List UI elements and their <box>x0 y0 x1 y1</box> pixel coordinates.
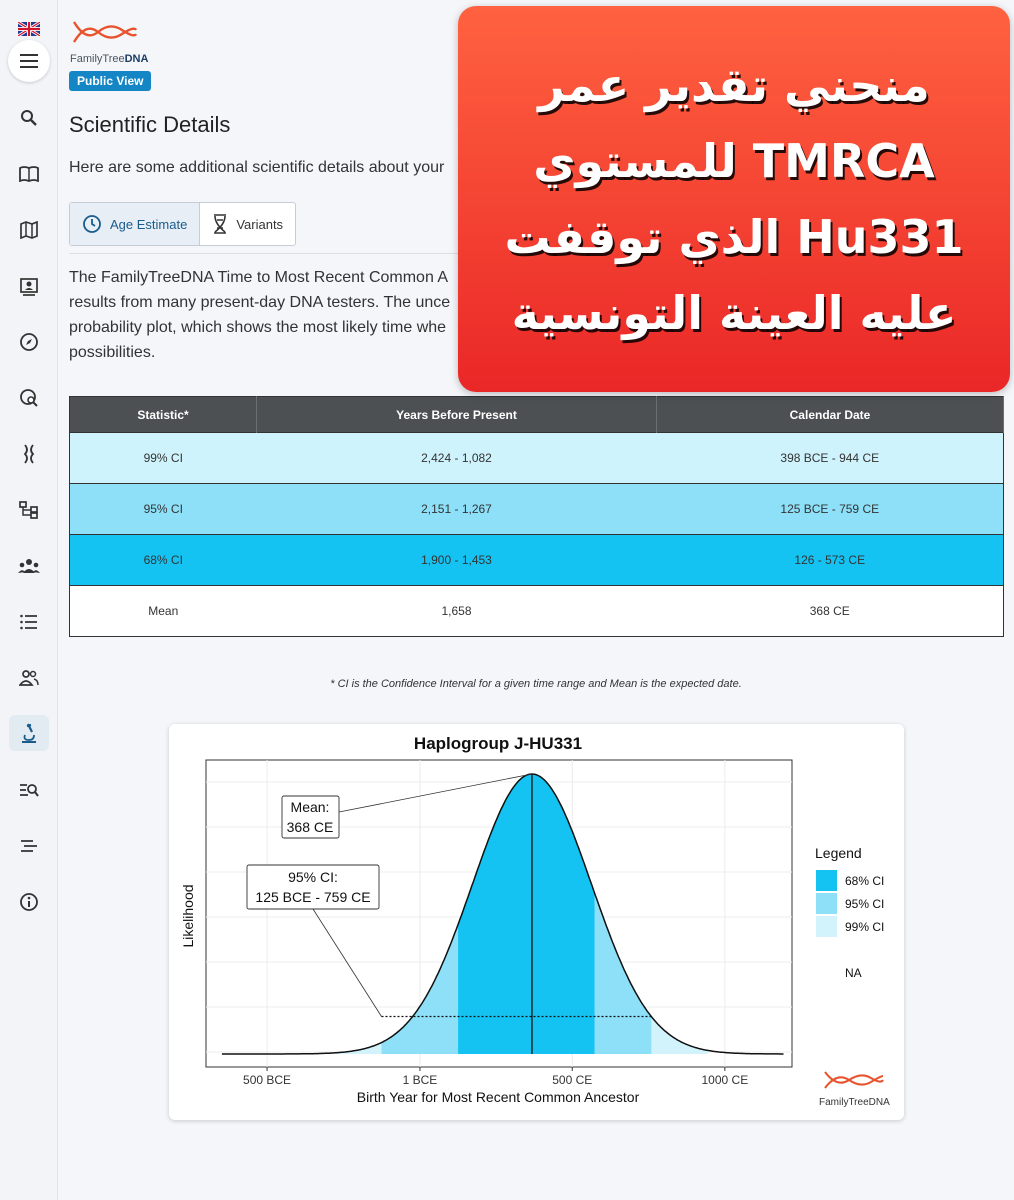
table-row <box>70 586 1004 637</box>
info-icon[interactable] <box>17 890 41 914</box>
table-cell: 1,900 - 1,453 <box>257 535 657 586</box>
compass-icon[interactable] <box>17 330 41 354</box>
brand-name: FamilyTreeDNA <box>70 53 149 65</box>
microscope-icon[interactable] <box>9 715 49 751</box>
banner-line: TMRCA للمستوي <box>533 134 935 188</box>
group-icon[interactable] <box>17 554 41 578</box>
sort-lines-icon[interactable] <box>17 834 41 858</box>
side-nav-rail <box>0 0 58 1200</box>
tree-icon[interactable] <box>17 498 41 522</box>
overlay-banner <box>458 6 1010 392</box>
x-axis-ticks <box>243 1067 748 1087</box>
search-icon[interactable] <box>17 106 41 130</box>
uk-flag-icon[interactable] <box>18 22 40 36</box>
x-tick-label: 1000 CE <box>701 1073 749 1087</box>
list-icon[interactable] <box>17 610 41 634</box>
tab-label: Age Estimate <box>110 216 188 232</box>
dna-logo-icon <box>70 18 138 46</box>
age-estimate-table <box>69 396 1004 637</box>
legend-swatch-95 <box>816 893 837 914</box>
banner-line: Hu331 الذي توقفت <box>504 210 964 264</box>
table-row <box>70 535 1004 586</box>
table-cell: 99% CI <box>70 433 257 484</box>
chart-watermark: FamilyTreeDNA <box>819 1097 890 1108</box>
tab-age-estimate[interactable] <box>70 203 200 245</box>
ci-annotation-value: 125 BCE - 759 CE <box>255 889 371 905</box>
x-tick-label: 500 BCE <box>243 1073 292 1087</box>
x-tick-label: 1 BCE <box>402 1073 438 1087</box>
table-cell: 2,424 - 1,082 <box>257 433 657 484</box>
legend-label: 95% CI <box>845 897 885 911</box>
age-chart-card <box>169 724 904 1120</box>
age-distribution-chart <box>169 724 904 1120</box>
clock-icon <box>82 214 102 234</box>
dna-icon <box>212 214 228 234</box>
legend-swatch-68 <box>816 870 837 891</box>
table-cell: 368 CE <box>657 586 1004 637</box>
table-cell: 125 BCE - 759 CE <box>657 484 1004 535</box>
description-line: results from many present-day DNA testers. The unce <box>69 294 451 311</box>
chart-title: Haplogroup J-HU331 <box>413 734 583 753</box>
table-cell: 1,658 <box>257 586 657 637</box>
column-header: Years Before Present <box>257 397 657 433</box>
description-line: possibilities. <box>69 344 156 361</box>
public-view-badge: Public View <box>69 71 151 91</box>
description-line: The FamilyTreeDNA Time to Most Recent Common A <box>69 269 449 286</box>
banner-line: عليه العينة التونسية <box>511 286 957 340</box>
mean-annotation <box>282 796 339 838</box>
tab-variants[interactable] <box>200 203 295 245</box>
ci-annotation-label: 95% CI: <box>288 869 338 885</box>
table-footnote: * CI is the Confidence Interval for a given time range and Mean is the expected date. <box>330 678 742 690</box>
legend-swatch-99 <box>816 916 837 937</box>
map-icon[interactable] <box>17 218 41 242</box>
page-title: Scientific Details <box>69 112 231 137</box>
table-cell: 68% CI <box>70 535 257 586</box>
intro-text: Here are some additional scientific details about your <box>69 159 445 176</box>
x-axis-label: Birth Year for Most Recent Common Ancestor <box>356 1089 640 1105</box>
column-header: Statistic* <box>70 397 257 433</box>
table-cell: 126 - 573 CE <box>657 535 1004 586</box>
x-tick-label: 500 CE <box>552 1073 593 1087</box>
mean-annotation-value: 368 CE <box>286 819 334 835</box>
chromosome-icon[interactable] <box>17 442 41 466</box>
legend-na: NA <box>845 966 862 980</box>
table-cell: 398 BCE - 944 CE <box>657 433 1004 484</box>
menu-button[interactable] <box>8 40 50 82</box>
y-axis-label: Likelihood <box>180 884 196 948</box>
description-line: probability plot, which shows the most likely time whe <box>69 319 447 336</box>
tab-label: Variants <box>236 216 284 232</box>
search-list-icon[interactable] <box>17 778 41 802</box>
people-icon[interactable] <box>17 666 41 690</box>
detail-tabs <box>69 202 296 246</box>
legend-label: 99% CI <box>845 920 885 934</box>
banner-line: منحني تقدير عمر <box>538 58 930 112</box>
ci-annotation <box>247 865 379 909</box>
book-icon[interactable] <box>17 162 41 186</box>
table-cell: 95% CI <box>70 484 257 535</box>
table-row <box>70 433 1004 484</box>
hamburger-icon <box>19 53 39 69</box>
brand-logo[interactable] <box>70 18 148 65</box>
chart-legend <box>815 845 884 980</box>
globe-search-icon[interactable] <box>17 386 41 410</box>
mean-annotation-label: Mean: <box>290 799 330 815</box>
table-header-row <box>70 397 1004 433</box>
table-cell: 2,151 - 1,267 <box>257 484 657 535</box>
profile-card-icon[interactable] <box>17 274 41 298</box>
legend-label: 68% CI <box>845 874 885 888</box>
column-header: Calendar Date <box>657 397 1004 433</box>
chart-watermark-logo <box>819 1072 890 1108</box>
table-row <box>70 484 1004 535</box>
legend-title: Legend <box>815 845 862 861</box>
table-cell: Mean <box>70 586 257 637</box>
